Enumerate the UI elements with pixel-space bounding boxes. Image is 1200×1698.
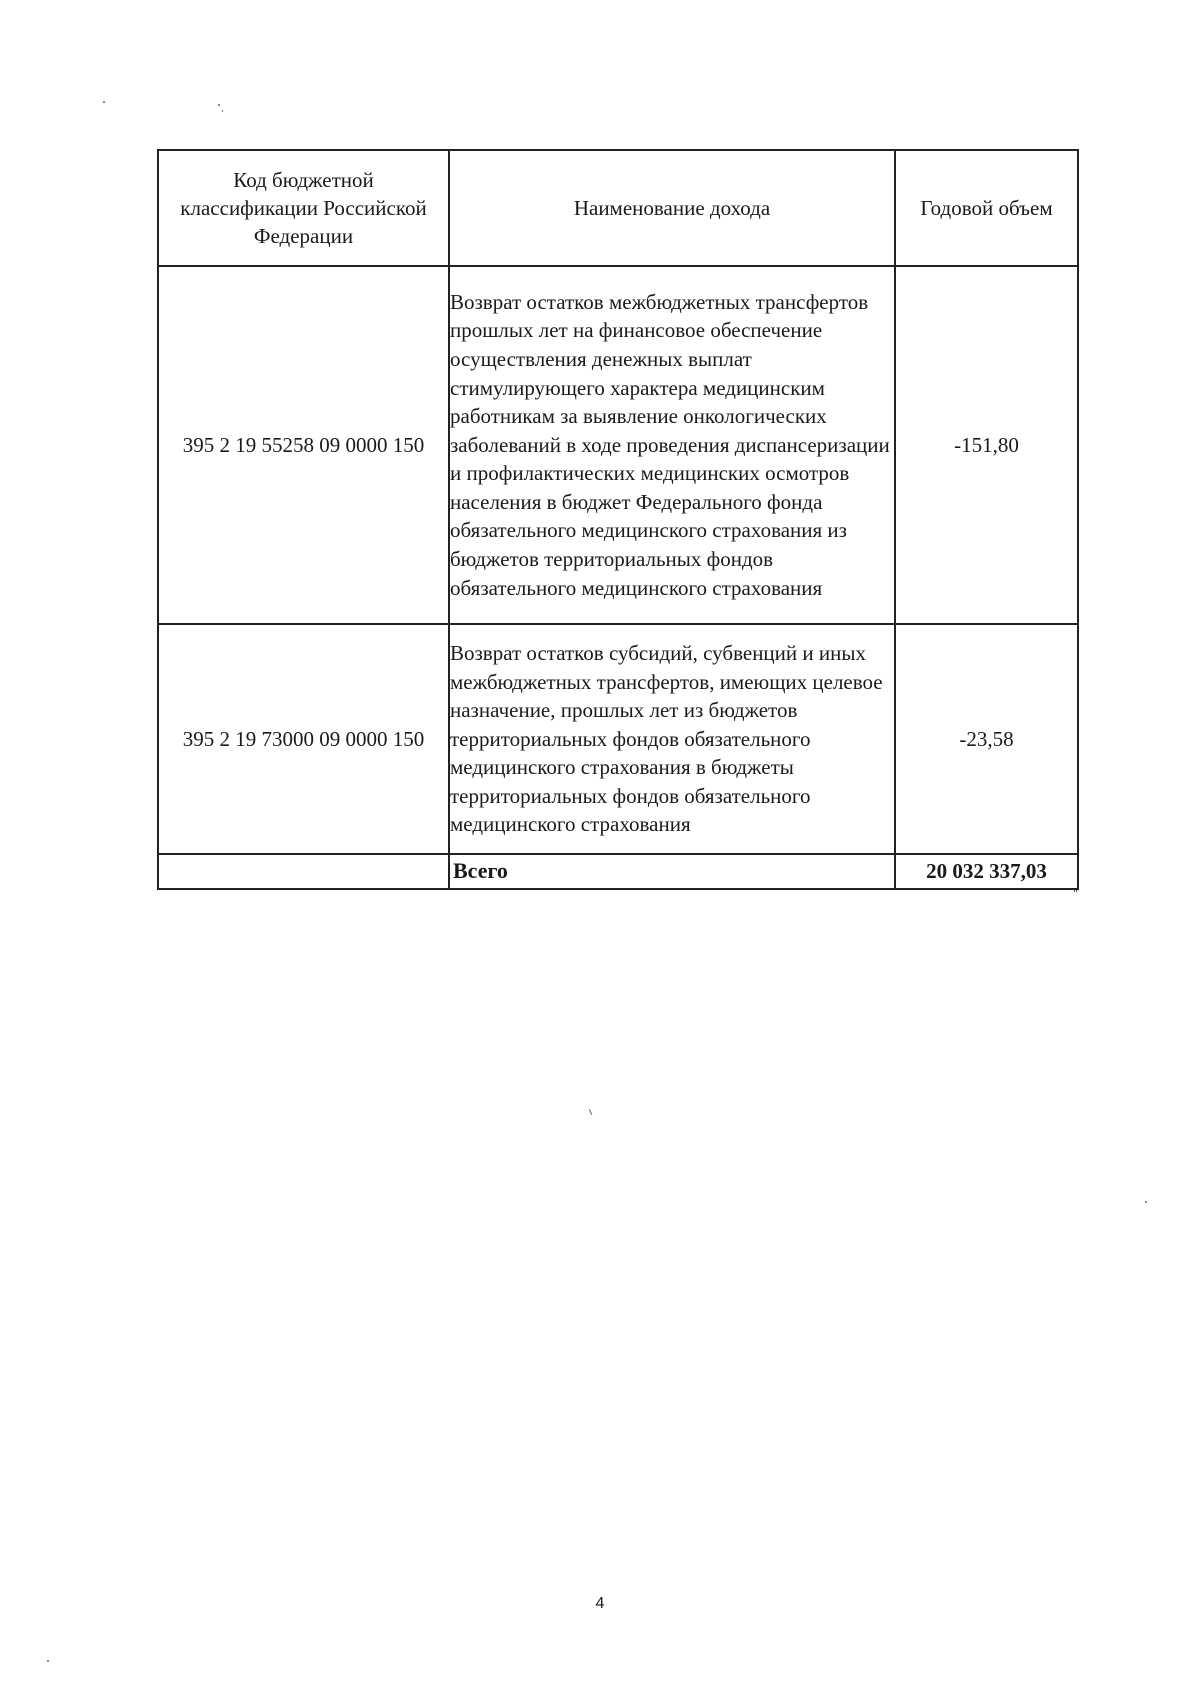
column-header-volume: Годовой объем xyxy=(895,150,1078,266)
table-row xyxy=(158,266,1078,624)
table-row xyxy=(158,624,1078,854)
scan-speck xyxy=(589,1109,592,1115)
closing-quote: " xyxy=(1073,886,1078,900)
scan-speck xyxy=(47,1660,49,1662)
total-label: Всего xyxy=(449,854,895,889)
scan-speck xyxy=(222,110,223,112)
table-header-row xyxy=(158,150,1078,266)
table-total-row xyxy=(158,854,1078,889)
scan-speck xyxy=(103,101,105,103)
income-name-cell: Возврат остатков межбюджетных трансфертов прошлых лет на финансовое обеспечение осуществления денежных выплат стимулирующего характера медицинским работникам за выявление онкологических заболеваний в ходе проведения диспансеризации и профилактических медицинских осмотров населения в бюджет Федерального фонда обязательного медицинского страхования из бюджетов территориальных фондов обязательного медицинского страхования xyxy=(449,266,895,624)
income-table xyxy=(157,149,1079,890)
annual-volume-cell: -23,58 xyxy=(895,624,1078,854)
column-header-code: Код бюджетной классификации Российской Федерации xyxy=(158,150,449,266)
column-header-name: Наименование дохода xyxy=(449,150,895,266)
total-volume: 20 032 337,03 xyxy=(895,854,1078,889)
budget-code-cell: 395 2 19 73000 09 0000 150 xyxy=(158,624,449,854)
scan-speck xyxy=(218,104,220,106)
page-number: 4 xyxy=(595,1595,605,1612)
income-name-cell: Возврат остатков субсидий, субвенций и иных межбюджетных трансфертов, имеющих целевое назначение, прошлых лет из бюджетов территориальных фондов обязательного медицинского страхования в бюджеты территориальных фондов обязательного медицинского страхования xyxy=(449,624,895,854)
budget-code-cell: 395 2 19 55258 09 0000 150 xyxy=(158,266,449,624)
annual-volume-cell: -151,80 xyxy=(895,266,1078,624)
scan-speck xyxy=(1145,1201,1147,1203)
total-empty-cell xyxy=(158,854,449,889)
